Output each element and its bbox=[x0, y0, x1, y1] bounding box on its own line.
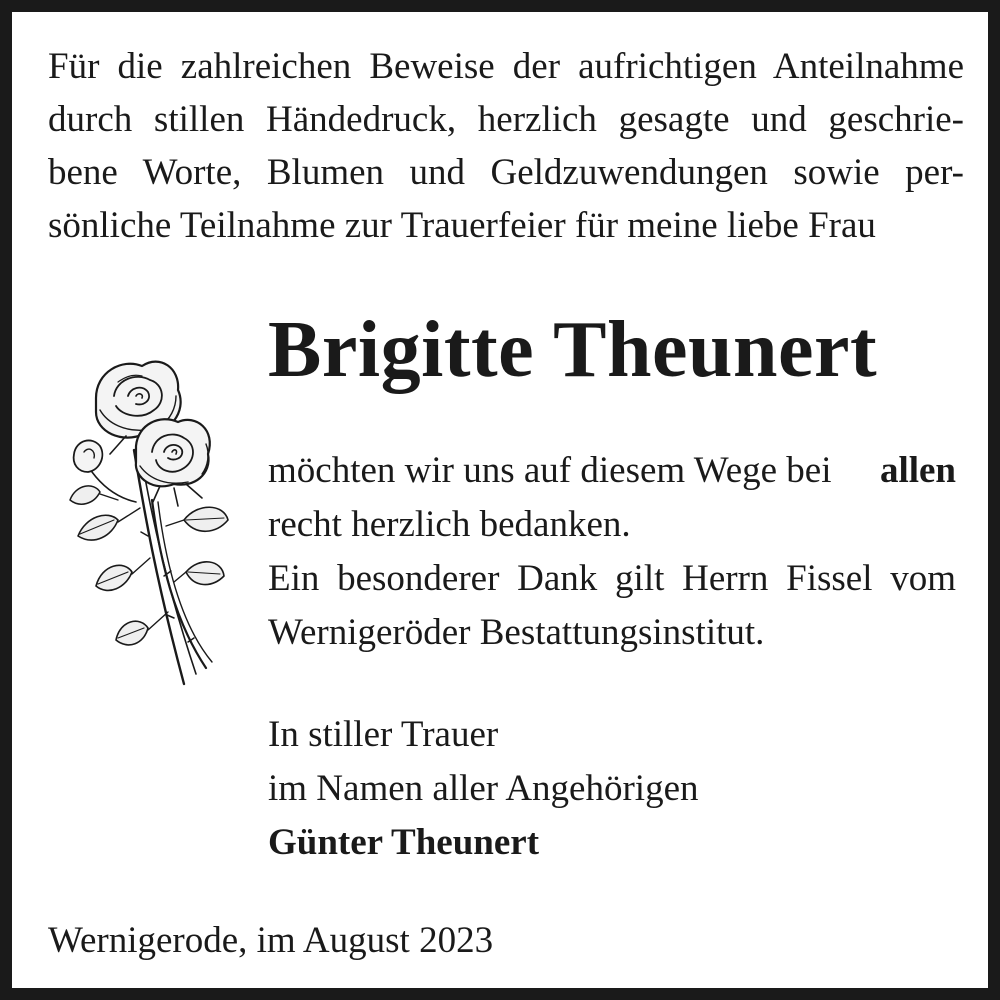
closing-block bbox=[268, 708, 699, 870]
thanks-line-1-bold: allen bbox=[879, 450, 956, 491]
intro-line-4: sönliche Teilnahme zur Trauerfeier für meine liebe Frau bbox=[48, 205, 876, 246]
intro-line-2: durch stillen Händedruck, herzlich gesagte und geschrie- bbox=[48, 99, 964, 140]
intro-paragraph bbox=[48, 40, 964, 252]
closing-line-2: im Namen aller Angehörigen bbox=[268, 768, 699, 809]
place-date: Wernigerode, im August 2023 bbox=[48, 920, 494, 961]
closing-line-1: In stiller Trauer bbox=[268, 714, 499, 755]
thanks-line-2: recht herzlich bedanken. bbox=[268, 504, 631, 545]
intro-line-3: bene Worte, Blumen und Geldzuwendungen sowie per- bbox=[48, 152, 964, 193]
thanks-line-3: Ein besonderer Dank gilt Herrn Fissel vom bbox=[268, 558, 956, 599]
thanks-line-4: Wernigeröder Bestattungsinstitut. bbox=[268, 612, 765, 653]
thanks-line-1-text: möchten wir uns auf diesem Wege bei bbox=[268, 450, 832, 491]
intro-line-1: Für die zahlreichen Beweise der aufrichtigen Anteilnahme bbox=[48, 46, 964, 87]
deceased-name: Brigitte Theunert bbox=[268, 306, 878, 394]
thanks-paragraph bbox=[268, 444, 956, 660]
signer-name: Günter Theunert bbox=[268, 822, 540, 863]
roses-icon bbox=[56, 350, 236, 696]
thanks-line-1 bbox=[268, 444, 956, 498]
